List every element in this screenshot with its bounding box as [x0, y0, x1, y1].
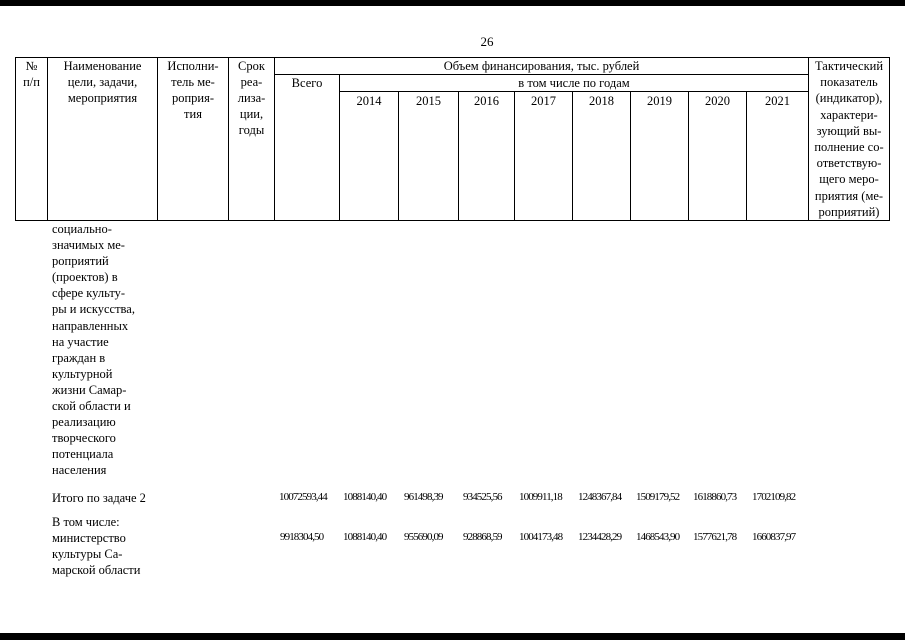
row-ministry-value: 1234428,29: [578, 531, 622, 543]
row-total-value: 934525,56: [463, 491, 502, 503]
row-ministry-value: 1004173,48: [519, 531, 563, 543]
row-total-value: 1702109,82: [752, 491, 796, 503]
header-indicator: Тактический показатель (индикатор), характери- зующий вы- полнение со- ответствую- щего меро- приятия (ме- роприятий): [814, 59, 884, 219]
header-year: 2021: [765, 94, 790, 108]
row-total-value: 10072593,44: [279, 491, 327, 503]
row-ministry-value: 1577621,78: [693, 531, 737, 543]
bottom-border-rule: [0, 633, 905, 640]
row-ministry-value: 955690,09: [404, 531, 443, 543]
header-by-years: в том числе по годам: [518, 76, 630, 90]
row-ministry-value: 1660837,97: [752, 531, 796, 543]
row-total-value: 961498,39: [404, 491, 443, 503]
header-year: 2015: [416, 94, 441, 108]
header-year: 2020: [705, 94, 730, 108]
row-total-value: 1618860,73: [693, 491, 737, 503]
row-total-value: 1088140,40: [343, 491, 387, 503]
header-total: Всего: [291, 76, 323, 90]
row-ministry-value: 9918304,50: [280, 531, 324, 543]
row-label-ministry: министерство культуры Са- марской области: [52, 531, 141, 578]
header-executor: Исполни- тель ме- роприя- тия: [167, 59, 219, 121]
header-number: № п/п: [23, 59, 40, 89]
header-year: 2017: [531, 94, 556, 108]
row-ministry-value: 928868,59: [463, 531, 502, 543]
header-funding-title: Объем финансирования, тыс. рублей: [443, 59, 640, 73]
row-total-value: 1509179,52: [636, 491, 680, 503]
row-ministry-value: 1468543,90: [636, 531, 680, 543]
row-label-total: Итого по задаче 2: [52, 491, 146, 505]
header-year: 2018: [589, 94, 614, 108]
row-total-value: 1248367,84: [578, 491, 622, 503]
page-number: 26: [480, 34, 494, 49]
continuation-text: социально- значимых ме- роприятий (проектов) в сфере культу- ры и искусства, направленных на участие граждан в культурной жизни Самар- ской области и реализацию творческого потенциала населения: [52, 222, 135, 478]
header-term: Срок реа- лиза- ции, годы: [237, 59, 266, 137]
row-label-including: В том числе:: [52, 515, 120, 529]
header-year: 2019: [647, 94, 672, 108]
header-year: 2014: [356, 94, 382, 108]
top-border-rule: [0, 0, 905, 6]
row-ministry-value: 1088140,40: [343, 531, 387, 543]
header-year: 2016: [474, 94, 499, 108]
header-name: Наименование цели, задачи, мероприятия: [63, 59, 142, 105]
row-total-value: 1009911,18: [519, 491, 562, 503]
